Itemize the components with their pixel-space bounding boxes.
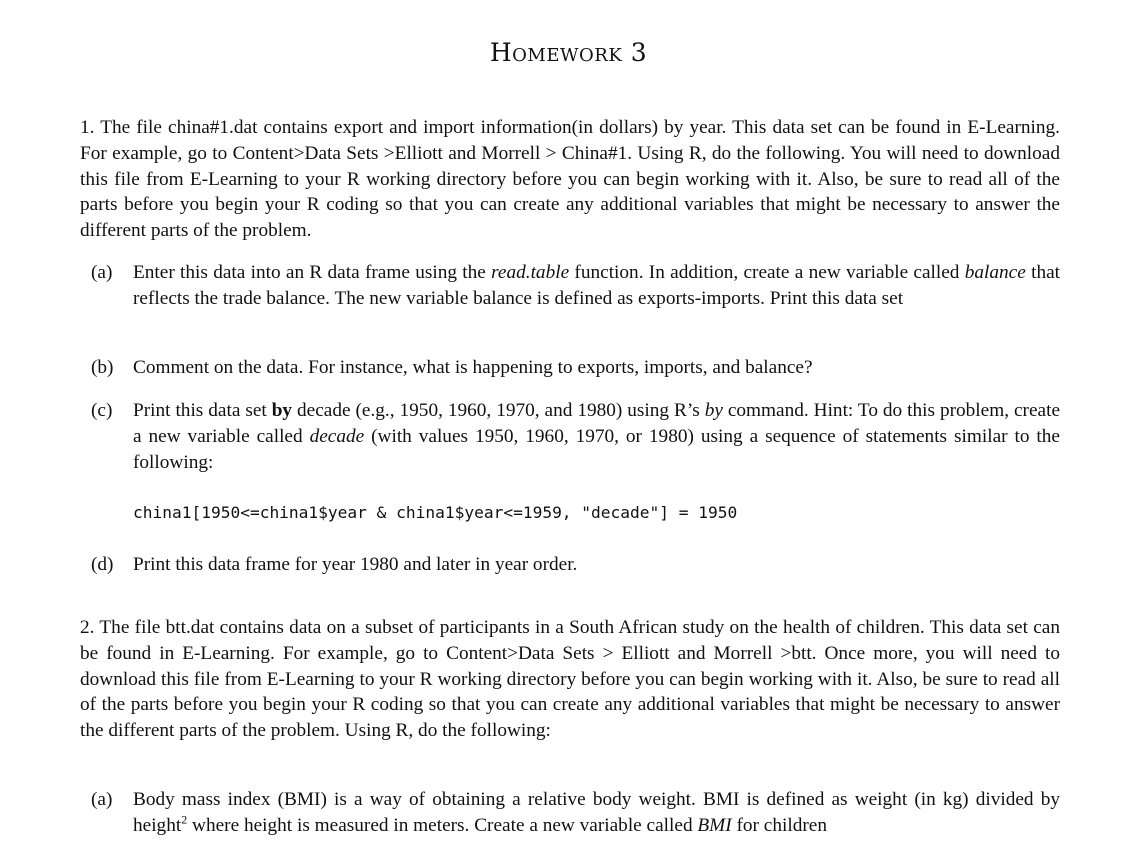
problem-2-number: 2. (80, 617, 95, 638)
problem-1-text: The file china#1.dat contains export and import information(in dollars) by year. This data set can be found in E-Learning. For example, go to Content>Data Sets >Elliott and Morrell > China#1. Using R, do the following. You will need to download this file from E-Learning to your R working directory before you can begin working with it. Also, be sure to read all of the parts before you begin your R coding so that you can create any additional variables that might be necessary to answer the different parts of the problem. (80, 117, 1060, 242)
problem-1-number: 1. (80, 117, 95, 138)
code-snippet: china1[1950<=china1$year & china1$year<=1959, "decade"] = 1950 (133, 503, 738, 522)
problem-1b: (b) Comment on the data. For instance, what is happening to exports, imports, and balance? (133, 355, 1060, 381)
part-label: (a) (91, 262, 113, 283)
part-label: (c) (91, 400, 113, 421)
problem-2-intro (80, 615, 1060, 744)
problem-1a: (a) Enter this data into an R data frame using the read.table function. In addition, create a new variable called balance that reflects the trade balance. The new variable balance is defined as exports-imports. Print this data set (91, 262, 1061, 309)
problem-1-intro (80, 115, 1060, 244)
part-label: (b) (91, 357, 114, 378)
part-label: (a) (91, 789, 113, 810)
problem-1c: (c) Print this data set by decade (e.g., 1950, 1960, 1970, and 1980) using R’s by command. Hint: To do this problem, create a new variable called decade (with values 1950, 1960, 1970, or 1980) using a sequence of statements similar to the following: (91, 400, 1060, 473)
problem-1d: (d) Print this data frame for year 1980 and later in year order. (133, 552, 1060, 578)
part-label: (d) (91, 554, 114, 575)
problem-2a: (a) Body mass index (BMI) is a way of obtaining a relative body weight. BMI is defined as weight (in kg) divided by height$^2$ where height is measured in meters. Create a new variable called BMI for children (91, 789, 1060, 836)
page-title: Homework 3 (489, 38, 648, 67)
problem-2-text: The file btt.dat contains data on a subset of participants in a South African study on the health of children. This data set can be found in E-Learning. For example, go to Content>Data Sets > Elliott and Morrell >btt. Once more, you will need to download this file from E-Learning to your R working directory before you can begin working with it. Also, be sure to read all of the parts before you begin your R coding so that you can create any additional variables that might be necessary to answer the different parts of the problem. Using R, do the following: (80, 617, 1060, 742)
